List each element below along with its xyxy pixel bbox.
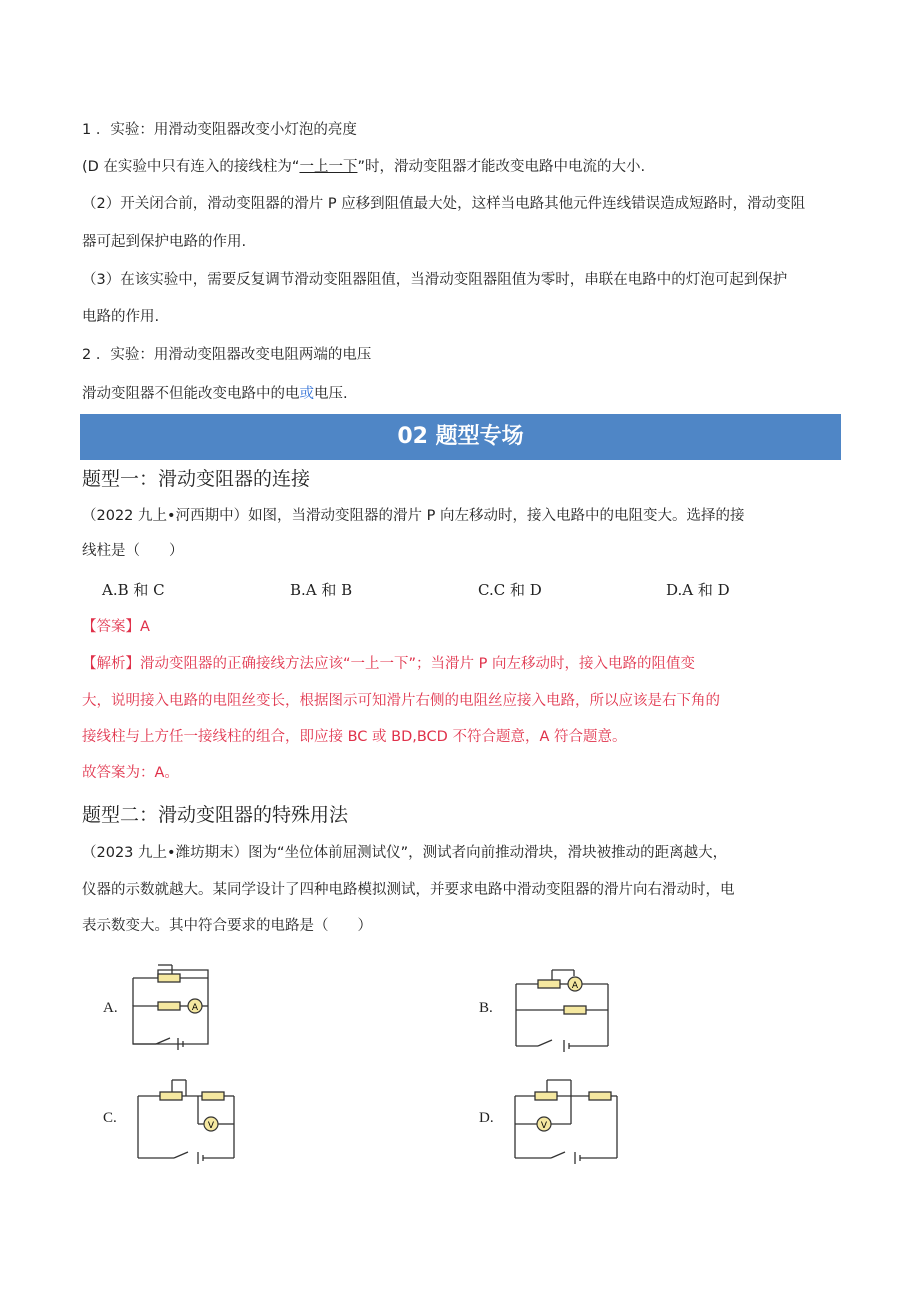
item2-note-a: 滑动变阻器不但能改变电路中的电: [82, 386, 300, 402]
option-c[interactable]: C.C 和 D: [478, 581, 542, 599]
note1-underlined: 一上一下: [299, 159, 358, 175]
circuit-c-diagram: [128, 1070, 243, 1165]
item2-title: 2 ．实验：用滑动变阻器改变电阻两端的电压: [82, 347, 372, 363]
type2-heading: 题型二：滑动变阻器的特殊用法: [82, 804, 349, 826]
type2-question-line1: （2023 九上•潍坊期末）图为“坐位体前屈测试仪”，测试者向前推动滑块，滑块被推动的距离越大，: [82, 845, 728, 861]
circuit-a-label[interactable]: A.: [103, 1000, 118, 1016]
item2-note-or: 或: [299, 386, 314, 402]
circuit-d-meter-label: V: [540, 1121, 548, 1131]
circuit-d-diagram: [505, 1070, 625, 1165]
option-d[interactable]: D.A 和 D: [666, 581, 730, 599]
option-b[interactable]: B.A 和 B: [290, 581, 353, 599]
item2-note-b: 电压.: [314, 386, 348, 402]
type1-question-line1: （2022 九上•河西期中）如图，当滑动变阻器的滑片 P 向左移动时，接入电路中的电阻变大。选择的接: [82, 508, 745, 524]
type1-question-line2: 线柱是（ ）: [82, 543, 184, 559]
note2-line2: 器可起到保护电路的作用.: [82, 234, 247, 250]
circuit-b-diagram: [508, 962, 618, 1052]
circuit-a-diagram: [128, 962, 238, 1052]
type2-question-line3: 表示数变大。其中符合要求的电路是（ ）: [82, 918, 372, 934]
note1-a: (D 在实验中只有连入的接线柱为“: [82, 159, 300, 175]
analysis-line1: 【解析】滑动变阻器的正确接线方法应该“一上一下”；当滑片 P 向左移动时，接入电路的阻值变: [82, 656, 695, 672]
option-a[interactable]: A.B 和 C: [102, 581, 165, 599]
note3-line2: 电路的作用.: [82, 309, 160, 325]
type1-heading: 题型一：滑动变阻器的连接: [82, 468, 311, 490]
circuit-d-label[interactable]: D.: [479, 1110, 494, 1126]
analysis-line3: 接线柱与上方任一接线柱的组合，即应接 BC 或 BD,BCD 不符合题意，A 符合题意。: [82, 729, 627, 745]
analysis-line4: 故答案为：A。: [82, 765, 179, 781]
item1-title: 1 ．实验：用滑动变阻器改变小灯泡的亮度: [82, 122, 357, 138]
answer-label: 【答案】A: [82, 619, 150, 635]
note2-line1: （2）开关闭合前，滑动变阻器的滑片 P 应移到阻值最大处，这样当电路其他元件连线错误造成短路时，滑动变阻: [82, 196, 806, 212]
analysis-line2: 大，说明接入电路的电阻丝变长，根据图示可知滑片右侧的电阻丝应接入电路，所以应该是右下角的: [82, 693, 720, 709]
note3-line1: （3）在该实验中，需要反复调节滑动变阻器阻值，当滑动变阻器阻值为零时，串联在电路中的灯泡可起到保护: [82, 272, 788, 288]
circuit-c-meter-label: V: [207, 1121, 215, 1131]
note1: [82, 157, 645, 177]
note1-b: ”时，滑动变阻器才能改变电路中电流的大小.: [357, 159, 646, 175]
circuit-b-label[interactable]: B.: [479, 1000, 493, 1016]
item2-note: [82, 384, 348, 404]
type2-question-line2: 仪器的示数就越大。某同学设计了四种电路模拟测试，并要求电路中滑动变阻器的滑片向右滑动时，电: [82, 882, 735, 898]
circuit-c-label[interactable]: C.: [103, 1110, 117, 1126]
circuit-b-meter-label: A: [571, 981, 579, 991]
circuit-a-meter-label: A: [191, 1003, 199, 1013]
section-banner: 02 题型专场: [80, 414, 841, 460]
